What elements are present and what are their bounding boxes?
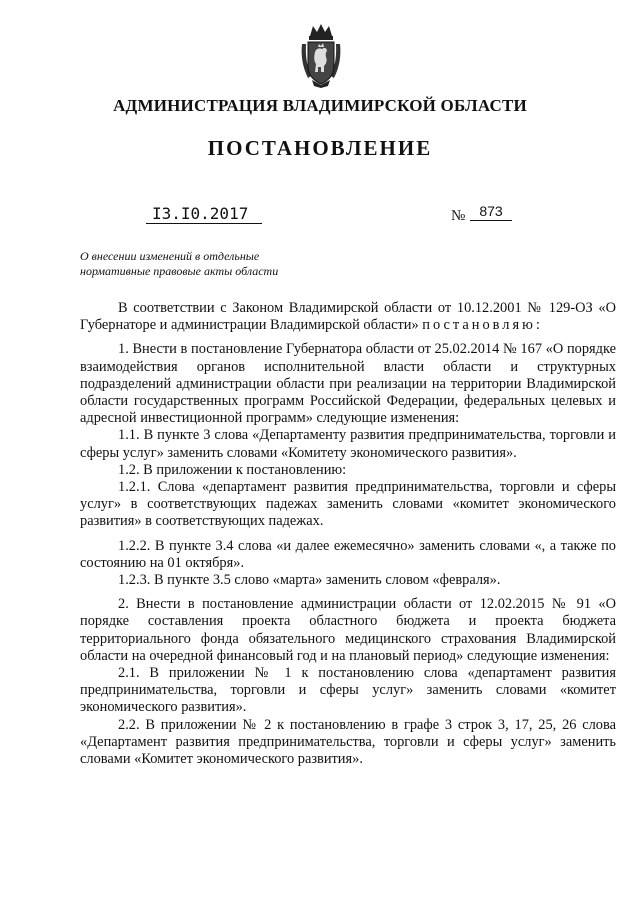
number-label: № [451, 208, 466, 224]
paragraph-1-2-1: 1.2.1. Слова «департамент развития предпринимательства, торговли и сферы услуг» в соответствующих падежах заменить словами «комитет экономического развития» в соответствующих падежах. [80, 479, 616, 530]
paragraph-2-2: 2.2. В приложении № 2 к постановлению в графе 3 строк 3, 17, 25, 26 слова «Департамент развития предпринимательства, торговли и сферы услуг» заменить словами «Комитет экономического развития». [80, 716, 616, 768]
paragraph-1-2-2: 1.2.2. В пункте 3.4 слова «и далее ежемесячно» заменить словами «, а также по состоянию на 01 октября». [80, 537, 616, 571]
subject-line: О внесении изменений в отдельные [80, 249, 260, 263]
subject-line: нормативные правовые акты области [80, 264, 279, 278]
preamble-paragraph [80, 300, 616, 334]
paragraph-2-1: 2.1. В приложении № 1 к постановлению слова «департамент развития предпринимательства, торговли и сферы услуг» заменить словами «комитет экономического развития». [80, 665, 616, 716]
organization-title: АДМИНИСТРАЦИЯ ВЛАДИМИРСКОЙ ОБЛАСТИ [113, 96, 527, 115]
document-date: I3.I0.2017 [146, 205, 262, 224]
paragraph-1: 1. Внести в постановление Губернатора области от 25.02.2014 № 167 «О порядке взаимодействия органов исполнительной власти области и структурных подразделений администрации области при реализации на территории Владимирской области государственных программ Российской Федерации, федеральных целевых и адресной инвестиционной программ» следующие изменения: [80, 341, 616, 427]
document-type-title: ПОСТАНОВЛЕНИЕ [207, 136, 433, 160]
preamble-verb: постановляю: [422, 317, 543, 334]
document-body [80, 300, 616, 768]
paragraph-1-1: 1.1. В пункте 3 слова «Департаменту развития предпринимательства, торговли и сферы услуг» заменить словами «Комитету экономического развития». [80, 427, 616, 461]
paragraph-2: 2. Внести в постановление администрации области от 12.02.2015 № 91 «О порядке составления проекта областного бюджета и проекта бюджета территориального фонда обязательного медицинского страхования Владимирской области на очередной финансовый год и на плановый период» следующие изменения: [80, 596, 616, 664]
preamble-text: В соответствии с Законом Владимирской области от 10.12.2001 № 129-ОЗ «О Губернаторе и администрации Владимирской области» [80, 300, 616, 334]
paragraph-1-2-3: 1.2.3. В пункте 3.5 слово «марта» заменить словом «февраля». [118, 572, 501, 589]
coat-of-arms-icon [298, 22, 344, 88]
document-number: 873 [470, 202, 512, 221]
document-subject [80, 249, 340, 279]
paragraph-1-2: 1.2. В приложении к постановлению: [118, 461, 347, 478]
